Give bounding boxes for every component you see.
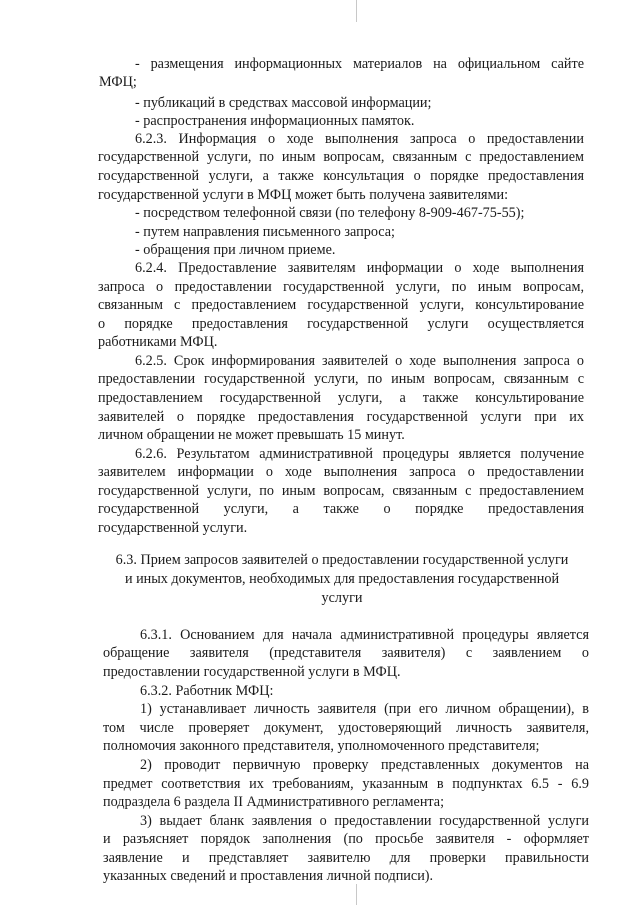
list-item: - посредством телефонной связи (по телефону 8-909-467-75-55); xyxy=(135,205,525,221)
list-item: - публикаций в средствах массовой информации; xyxy=(135,95,432,111)
paragraph-line: предоставлении государственной услуги, по иным вопросам, связанным с xyxy=(98,371,584,387)
paragraph-line: заявителей о порядке предоставления государственной услуги при их xyxy=(98,409,584,425)
list-item: - путем направления письменного запроса; xyxy=(135,224,395,240)
section-heading: 6.3. Прием запросов заявителей о предоставлении государственной услуги xyxy=(115,552,569,568)
scan-mark-top xyxy=(356,0,357,22)
paragraph-line: и разъясняет порядок заполнения (по просьбе заявителя - оформляет xyxy=(103,831,589,847)
paragraph-line: заявление и представляет заявителю для проверки правильности xyxy=(103,850,589,866)
paragraph-line: предоставлением государственной услуги, а также консультирование xyxy=(98,390,584,406)
paragraph-6-2-6: 6.2.6. Результатом административной процедуры является получение xyxy=(135,446,584,462)
paragraph-line: указанных сведений и проставления личной подписи). xyxy=(103,868,434,884)
paragraph-6-3-1: 6.3.1. Основанием для начала административной процедуры является xyxy=(140,627,589,643)
paragraph-line: запроса о предоставлении государственной услуги, по иным вопросам, xyxy=(98,279,584,295)
paragraph-line: том числе проверяет документ, удостоверяющий личность заявителя, xyxy=(103,720,589,736)
paragraph-line: государственной услуги, а также о порядке предоставления xyxy=(98,501,584,517)
paragraph-line: государственной услуги. xyxy=(98,520,248,536)
list-item: - обращения при личном приеме. xyxy=(135,242,336,258)
scan-mark-bottom xyxy=(356,884,357,905)
paragraph-6-2-5: 6.2.5. Срок информирования заявителей о ходе выполнения запроса о xyxy=(135,353,584,369)
paragraph-line: подраздела 6 раздела II Административного регламента; xyxy=(103,794,445,810)
paragraph-line: государственной услуги, по иным вопросам, связанным с предоставлением xyxy=(98,149,584,165)
paragraph-line: МФЦ; xyxy=(99,74,137,90)
paragraph-line: предоставлении государственной услуги в МФЦ. xyxy=(103,664,401,680)
paragraph-line: государственной услуги в МФЦ может быть получена заявителями: xyxy=(98,187,509,203)
paragraph-line: государственной услуги, а также консультация о порядке предоставления xyxy=(98,168,584,184)
paragraph-line: работниками МФЦ. xyxy=(98,334,218,350)
paragraph-line: - размещения информационных материалов на официальном сайте xyxy=(135,56,584,72)
section-heading: и иных документов, необходимых для предоставления государственной xyxy=(124,571,560,587)
paragraph-6-2-3: 6.2.3. Информация о ходе выполнения запроса о предоставлении xyxy=(135,131,584,147)
paragraph-line: заявителем информации о ходе выполнения запроса о предоставлении xyxy=(98,464,584,480)
paragraph-line: связанным с предоставлением государственной услуги, консультирование xyxy=(98,297,584,313)
paragraph-line: личном обращении не может превышать 15 минут. xyxy=(98,427,405,443)
paragraph-line: полномочия законного представителя, уполномоченного представителя; xyxy=(103,738,540,754)
list-item: 3) выдает бланк заявления о предоставлении государственной услуги xyxy=(140,813,589,829)
list-item: 2) проводит первичную проверку представленных документов на xyxy=(140,757,589,773)
paragraph-line: обращение заявителя (представителя заявителя) с заявлением о xyxy=(103,645,589,661)
paragraph-line: предмет соответствия их требованиям, указанным в подпунктах 6.5 - 6.9 xyxy=(103,776,589,792)
paragraph-line: государственной услуги, по иным вопросам, связанным с предоставлением xyxy=(98,483,584,499)
paragraph-6-2-4: 6.2.4. Предоставление заявителям информации о ходе выполнения xyxy=(135,260,584,276)
list-item: - распространения информационных памяток. xyxy=(135,113,415,129)
paragraph-line: о порядке предоставления государственной услуги осуществляется xyxy=(98,316,584,332)
section-heading: услуги xyxy=(321,590,363,606)
list-item: 1) устанавливает личность заявителя (при его личном обращении), в xyxy=(140,701,589,717)
paragraph-6-3-2: 6.3.2. Работник МФЦ: xyxy=(140,683,274,699)
